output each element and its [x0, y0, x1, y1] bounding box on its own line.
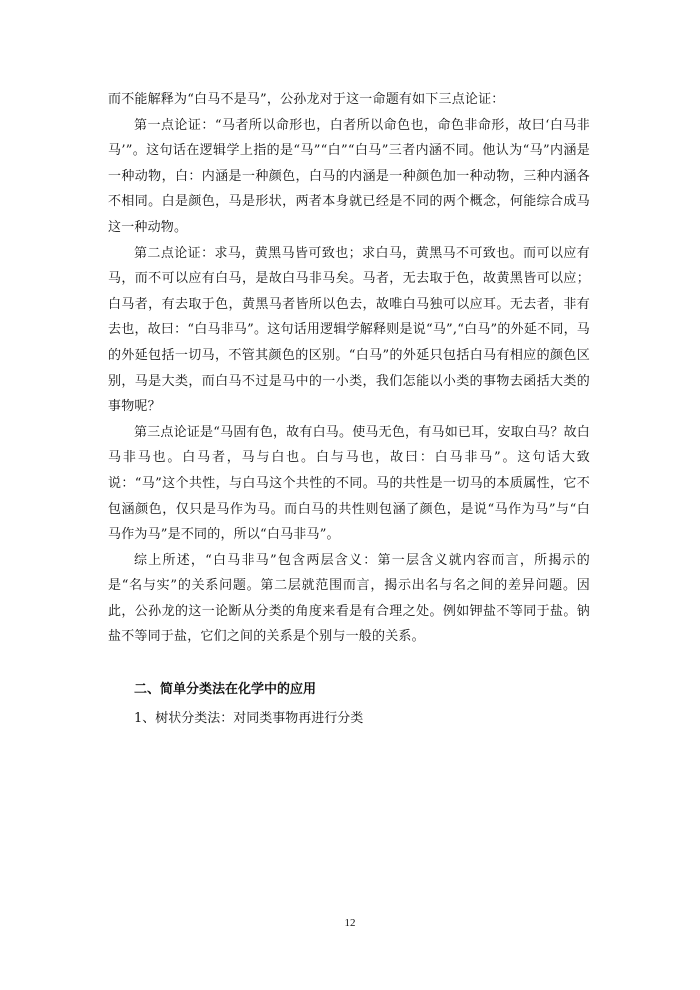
paragraph-argument-3: 第三点论证是“马固有色，故有白马。使马无色，有马如已耳，安取白马？故白马非马也。白马者，马与白也。白与马也，故曰：白马非马”。这句话大致说：“马”这个共性，与白马这个共性的不同。马的共性是一切马的本质属性，它不包涵颜色，仅只是马作为马。而白马的共性则包涵了颜色，是说“马作为马”与“白马作为马”是不同的，所以“白马非马”。 — [108, 424, 590, 543]
paragraph-intro: 而不能解释为“白马不是马”，公孙龙对于这一命题有如下三点论证： — [108, 92, 505, 107]
page-number: 12 — [344, 917, 356, 929]
paragraph-argument-2: 第二点论证：求马，黄黑马皆可致也；求白马，黄黑马不可致也。而可以应有马，而不可以应有白马，是故白马非马矣。马者，无去取于色，故黄黑皆可以应；白马者，有去取于色，黄黑马者皆所以色去，故唯白马独可以应耳。无去者，非有去也，故曰：“白马非马”。这句话用逻辑学解释则是说“马”,“白马”的外延不同，马的外延包括一切马，不管其颜色的区别。“白马”的外延只包括白马有相应的颜色区别，马是大类，而白马不过是马中的一小类，我们怎能以小类的事物去函括大类的事物呢？ — [108, 245, 590, 415]
document-page — [108, 87, 590, 731]
sub-heading: 1、树状分类法：对同类事物再进行分类 — [134, 711, 364, 727]
section-heading: 二、简单分类法在化学中的应用 — [134, 682, 317, 698]
paragraph-summary: 综上所述，“白马非马”包含两层含义：第一层含义就内容而言，所揭示的是“名与实”的关系问题。第二层就范围而言，揭示出名与名之间的差异问题。因此，公孙龙的这一论断从分类的角度来看是有合理之处。例如钾盐不等同于盐。钠盐不等同于盐，它们之间的关系是个别与一般的关系。 — [108, 552, 590, 645]
paragraph-argument-1: 第一点论证：“马者所以命形也，白者所以命色也，命色非命形，故曰‘白马非马’”。这句话在逻辑学上指的是“马”“白”“白马”三者内涵不同。他认为“马”内涵是一种动物，白：内涵是一种颜色，白马的内涵是一种颜色加一种动物，三种内涵各不相同。白是颜色，马是形状，两者本身就已经是不同的两个概念，何能综合成马这一种动物。 — [108, 117, 590, 235]
